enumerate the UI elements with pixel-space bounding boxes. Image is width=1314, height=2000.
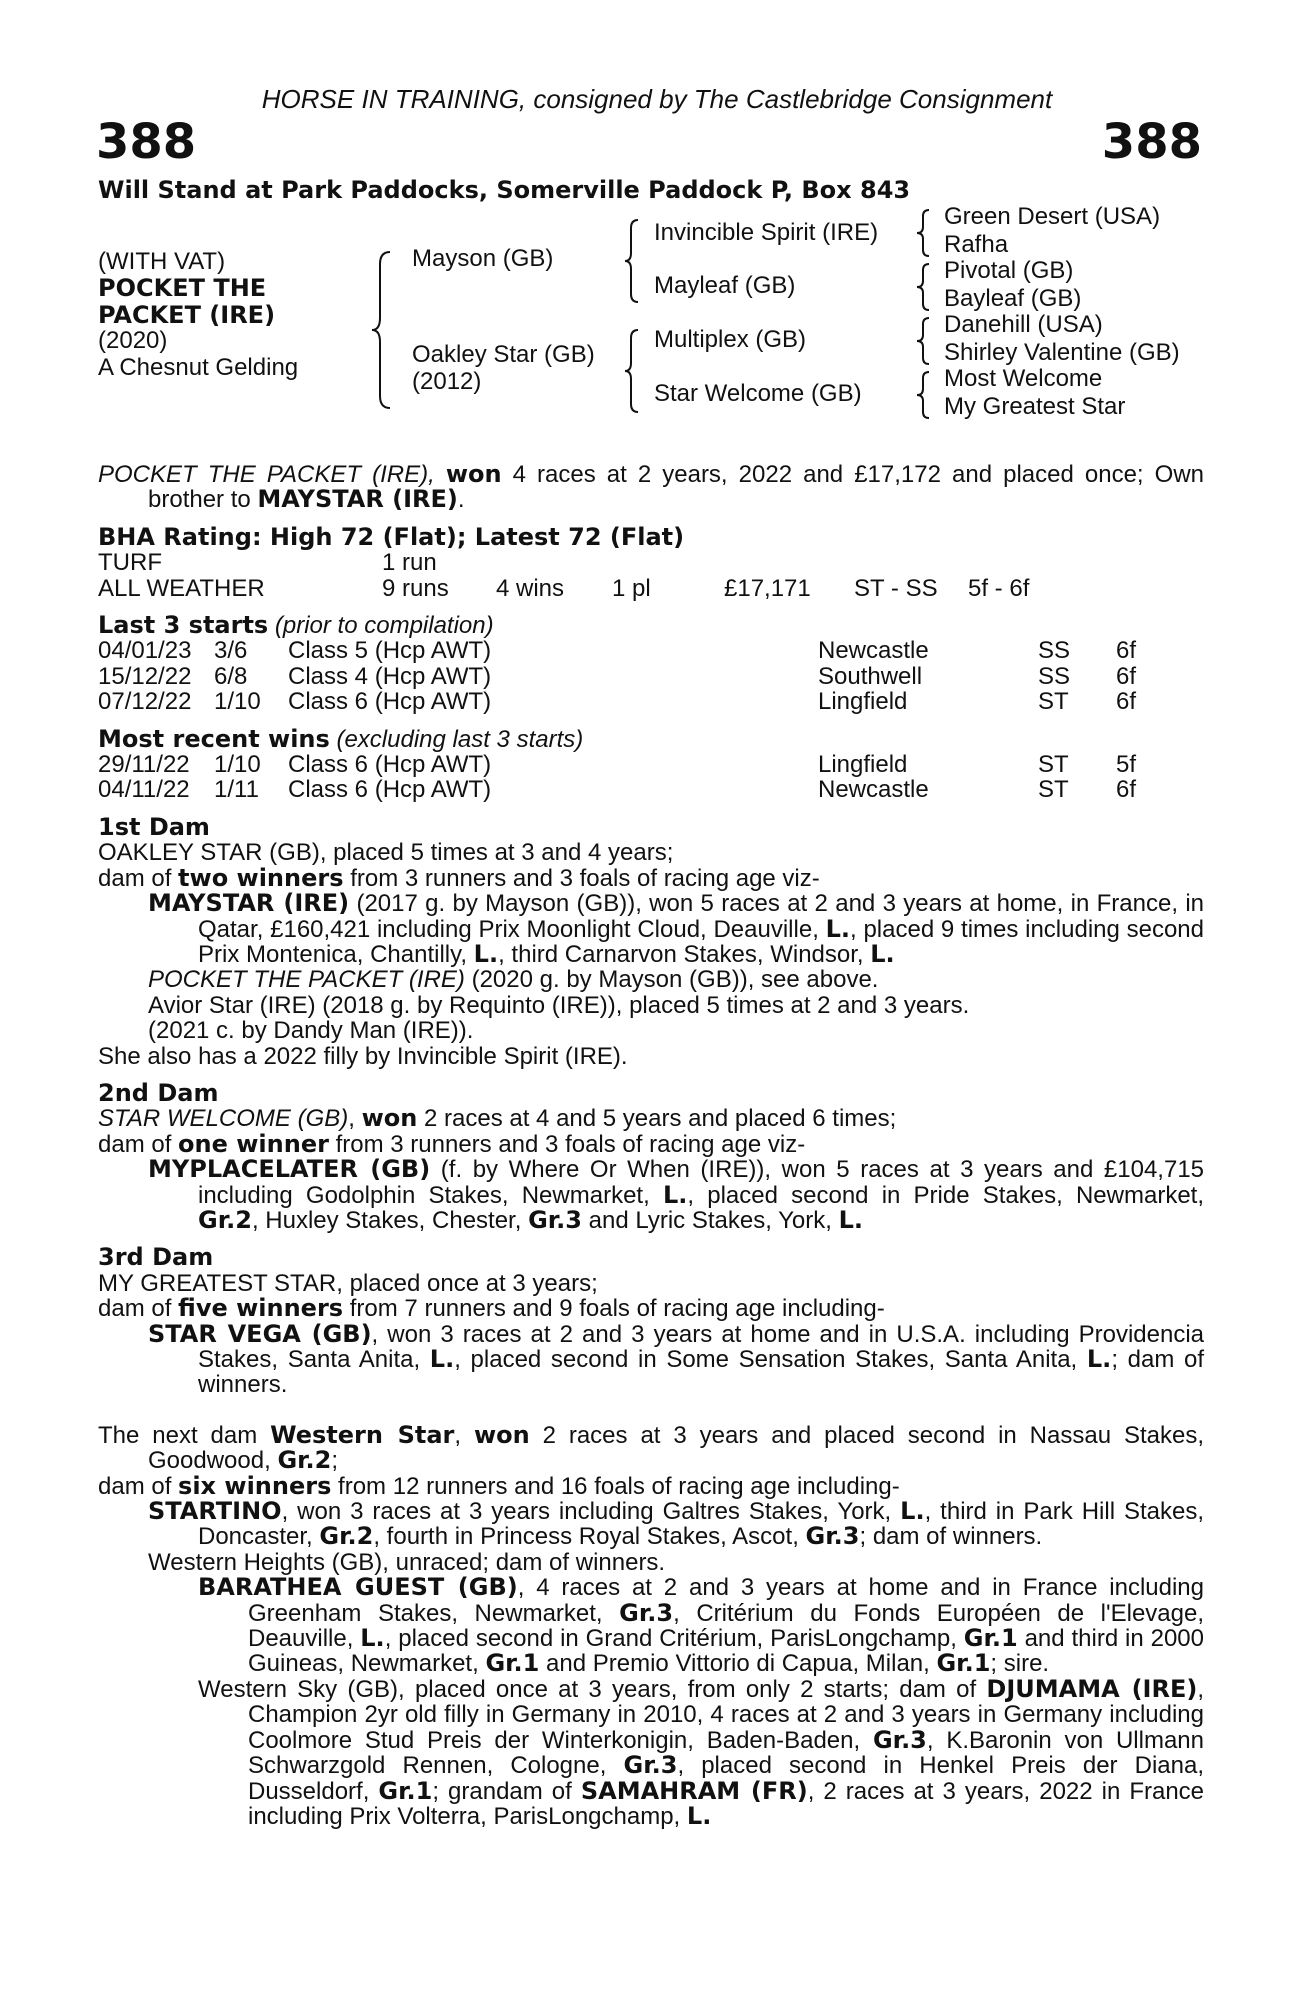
pedigree-ds-dam: Shirley Valentine (GB) (944, 339, 1180, 366)
rating-title: BHA Rating: High 72 (Flat); Latest 72 (Flat) (98, 522, 685, 551)
listed-mark: L. (662, 1180, 688, 1209)
dam1-line2c: from 3 runners and 3 foals of racing age viz- (350, 864, 820, 892)
dam1-line2 (98, 863, 1204, 892)
recent-going: ST (1038, 751, 1069, 779)
progeny-name: SAMAHRAM (FR) (580, 1776, 808, 1805)
progeny-text: , Huxley Stakes, Chester, (251, 1206, 522, 1234)
dam1-line2a: dam of (98, 864, 172, 892)
group-mark: Gr.1 (378, 1776, 433, 1805)
pedigree-dd-dam: My Greatest Star (944, 393, 1126, 420)
pedigree-brace-ds (915, 316, 933, 366)
progeny-name: STAR VEGA (GB) (148, 1319, 372, 1348)
dam2-line2c: from 3 runners and 3 foals of racing age viz- (335, 1130, 806, 1158)
rating-row (98, 576, 1204, 601)
last3-position: 3/6 (214, 637, 248, 665)
dam3-progeny-1 (98, 1319, 1205, 1399)
rating-prize (724, 550, 854, 575)
recent-date: 29/11/22 (98, 751, 190, 779)
progeny-text: , third Carnarvon Stakes, Windsor, (498, 940, 864, 968)
group-mark: Gr.1 (963, 1624, 1018, 1653)
pedigree-brace-main (370, 250, 394, 410)
dam2-line1-text: 2 races at 4 and 5 years and placed 6 times; (424, 1105, 897, 1133)
pedigree-sire-dam: Mayleaf (GB) (654, 272, 796, 299)
rating-wins: 4 wins (496, 574, 565, 602)
horse-year: (2020) (98, 327, 168, 354)
pedigree-sire-sire: Invincible Spirit (IRE) (654, 219, 879, 246)
recent-row (98, 752, 1204, 777)
recent-course: Newcastle (818, 776, 929, 804)
last3-row (98, 689, 1204, 714)
next-dam-intro: The next dam (98, 1421, 258, 1449)
dam2-line2 (98, 1129, 1204, 1158)
next-dam-line2 (98, 1471, 1204, 1500)
last3-course: Lingfield (818, 688, 908, 716)
recent-title: Most recent wins (98, 724, 330, 753)
progeny-text: , placed second in Grand Critérium, ParisLongchamp, (384, 1625, 957, 1653)
progeny-name: DJUMAMA (IRE) (986, 1674, 1198, 1703)
summary (98, 462, 1204, 513)
rating-going: ST - SS (854, 574, 938, 602)
pedigree-sd-dam: Bayleaf (GB) (944, 285, 1082, 312)
dam3-line1: MY GREATEST STAR, placed once at 3 years; (98, 1269, 598, 1297)
pedigree-dam: Oakley Star (GB) (412, 341, 595, 368)
horse-name-line1: POCKET THE (98, 274, 267, 302)
group-mark: Gr.3 (805, 1522, 860, 1551)
progeny-text: , placed second in Pride Stakes, Newmarket, (687, 1181, 1205, 1209)
last3-row (98, 664, 1204, 689)
progeny-text: , won 3 races at 3 years including Galtres Stakes, York, (281, 1498, 892, 1526)
progeny-text: (f. by Where Or When (IRE)), won 5 races at 3 years and £104,715 including Godolphin Stakes, Newmarket, (198, 1156, 1205, 1209)
last3-race: Class 4 (Hcp AWT) (288, 662, 492, 690)
dam3-title: 3rd Dam (98, 1243, 214, 1272)
pedigree-sire: Mayson (GB) (412, 245, 554, 272)
next-dam-semicolon: ; (331, 1447, 339, 1475)
lot-number-right: 388 (1101, 114, 1202, 170)
horse-description: A Chesnut Gelding (98, 354, 299, 381)
group-mark: Gr.2 (198, 1205, 252, 1234)
dam1-progeny-4: (2021 c. by Dandy Man (IRE)). (148, 1017, 474, 1045)
last3-date: 04/01/23 (98, 637, 192, 665)
next-dam-text: 2 races at 3 years and placed second in Nassau Stakes, Goodwood, (148, 1421, 1204, 1475)
next-progeny-western-heights: Western Heights (GB), unraced; dam of winners. (148, 1548, 666, 1576)
recent-subtitle: (excluding last 3 starts) (336, 725, 584, 753)
dam1-progeny-3: Avior Star (IRE) (2018 g. by Requinto (IRE)), placed 5 times at 2 and 3 years. (148, 991, 970, 1019)
summary-brother: MAYSTAR (IRE) (257, 485, 458, 514)
pedigree-dam-year: (2012) (412, 368, 482, 395)
pedigree-sd-sire: Pivotal (GB) (944, 257, 1074, 284)
progeny-text: and Lyric Stakes, York, (588, 1206, 832, 1234)
progeny-name: MYPLACELATER (GB) (148, 1155, 431, 1184)
rating-row (98, 550, 1204, 575)
vat-note: (WITH VAT) (98, 248, 226, 275)
recent-table (98, 752, 1204, 803)
last3-distance: 6f (1116, 662, 1137, 690)
listed-mark: L. (686, 1801, 712, 1830)
progeny-text: , 4 races at 2 and 3 years at home and in France including Greenham Stakes, Newmarket, (248, 1574, 1204, 1627)
recent-course: Lingfield (818, 751, 908, 779)
group-mark: Gr.3 (872, 1725, 927, 1754)
group-mark: Gr.2 (277, 1446, 332, 1475)
lot-number-left: 388 (96, 114, 197, 170)
rating-distance: 5f - 6f (968, 574, 1030, 602)
last3-subtitle: (prior to compilation) (274, 612, 494, 640)
pedigree-dd-sire: Most Welcome (944, 365, 1103, 392)
summary-horse-name: POCKET THE PACKET (IRE), (98, 461, 435, 488)
last3-going: SS (1038, 637, 1071, 665)
next-dam: The next dam Western Star, won 2 races at 3 years and placed second in Nassau Stakes, Goodwood, Gr.2; (98, 1420, 1204, 1475)
pedigree-ss-sire: Green Desert (USA) (944, 203, 1161, 230)
stand-location: Will Stand at Park Paddocks, Somerville Paddock P, Box 843 (98, 176, 911, 204)
pedigree-ds-sire: Danehill (USA) (944, 311, 1103, 338)
progeny-text: ; dam of winners. (198, 1346, 1205, 1399)
progeny-text: (2017 g. by Mayson (GB)), won 5 races at 2 and 3 years at home, in France, in Qatar, £160,421 including Prix Moonlight Cloud, Deauville, (198, 890, 1204, 943)
pedigree-brace-sire (623, 218, 641, 304)
listed-mark: L. (838, 1205, 864, 1234)
rating-runs: 9 runs (382, 574, 449, 602)
last3-row (98, 638, 1204, 663)
progeny-text: ; sire. (990, 1650, 1050, 1678)
dam2-winners: one winner (178, 1129, 329, 1158)
rating-table (98, 550, 1204, 601)
page-header: HORSE IN TRAINING, consigned by The Castlebridge Consignment (261, 84, 1053, 114)
progeny-text: , won 3 races at 2 and 3 years at home and in U.S.A. including Providencia Stakes, Santa Anita, (198, 1320, 1205, 1373)
last3-position: 6/8 (214, 662, 248, 690)
progeny-text: , third in Park Hill Stakes, Doncaster, (198, 1498, 1205, 1551)
rating-surface: TURF (98, 549, 162, 577)
catalogue-body (98, 462, 1204, 1829)
next-dam-name: Western Star (270, 1420, 455, 1449)
recent-position: 1/11 (214, 776, 259, 804)
progeny-text: and Premio Vittorio di Capua, Milan, (546, 1650, 930, 1678)
pedigree-brace-dam (623, 328, 641, 414)
dam1-title: 1st Dam (98, 812, 210, 841)
listed-mark: L. (473, 939, 499, 968)
last3-going: SS (1038, 662, 1071, 690)
last3-table (98, 638, 1204, 714)
recent-position: 1/10 (214, 751, 261, 779)
progeny-name: BARATHEA GUEST (GB) (198, 1573, 518, 1602)
last3-heading (98, 613, 1204, 638)
pedigree-dam-sire: Multiplex (GB) (654, 326, 807, 353)
next-progeny-barathea-guest (98, 1575, 1204, 1677)
pedigree-brace-sd (915, 262, 933, 312)
dam1-progeny-2 (98, 967, 1204, 992)
summary-end: . (457, 486, 465, 514)
next-progeny-western-sky (98, 1674, 1205, 1830)
rating-placed (612, 550, 724, 575)
dam2-line1: STAR WELCOME (GB), won 2 races at 4 and 5 years and placed 6 times; (98, 1104, 897, 1133)
progeny-name: POCKET THE PACKET (IRE) (148, 966, 465, 994)
rating-wins (496, 550, 612, 575)
rating-surface: ALL WEATHER (98, 574, 265, 602)
rating-placed: 1 pl (612, 574, 651, 602)
progeny-text: , placed second in Henkel Preis der Diana, Dusseldorf, (248, 1752, 1204, 1805)
dam2-line2a: dam of (98, 1130, 172, 1158)
listed-mark: L. (429, 1345, 455, 1373)
dam3-line2c: from 7 runners and 9 foals of racing age including- (349, 1295, 885, 1323)
listed-mark: L. (900, 1497, 925, 1526)
rating-distance (968, 550, 1058, 575)
progeny-text: ; grandam of (432, 1777, 572, 1805)
rating-prize: £17,171 (724, 574, 811, 602)
recent-date: 04/11/22 (98, 776, 190, 804)
next-winners: six winners (178, 1471, 332, 1500)
summary-text: 4 races at 2 years, 2022 and £17,172 and placed once; Own brother to (148, 461, 1204, 514)
recent-distance: 5f (1116, 751, 1137, 779)
dam3-line2a: dam of (98, 1295, 172, 1323)
dam1-winners: two winners (178, 863, 344, 892)
dam1-progeny-1 (98, 891, 1204, 967)
dam2-progeny-1 (98, 1157, 1204, 1233)
group-mark: Gr.3 (528, 1205, 582, 1234)
next-progeny-startino (98, 1499, 1204, 1550)
recent-row (98, 777, 1204, 802)
last3-title: Last 3 starts (98, 611, 269, 640)
dam2-title: 2nd Dam (98, 1078, 219, 1107)
pedigree-dam-dam: Star Welcome (GB) (654, 380, 862, 407)
last3-race: Class 5 (Hcp AWT) (288, 637, 492, 665)
progeny-text: Western Sky (GB), placed once at 3 years, from only 2 starts; dam of (198, 1675, 977, 1703)
last3-date: 15/12/22 (98, 662, 192, 690)
progeny-text: ; dam of winners. (859, 1523, 1043, 1551)
dam2-name: STAR WELCOME (GB) (98, 1105, 349, 1133)
recent-distance: 6f (1116, 776, 1137, 804)
group-mark: Gr.1 (485, 1649, 540, 1678)
next-line2c: from 12 runners and 16 foals of racing age including- (338, 1472, 900, 1500)
progeny-text: and third in 2000 Guineas, Newmarket, (248, 1625, 1204, 1678)
dam3-line2 (98, 1296, 1204, 1321)
last3-course: Southwell (818, 662, 923, 690)
group-mark: Gr.2 (319, 1522, 374, 1551)
pedigree-ss-dam: Rafha (944, 231, 1009, 258)
progeny-text: , placed second in Some Sensation Stakes, Santa Anita, (454, 1346, 1078, 1373)
progeny-text: (2020 g. by Mayson (GB)), see above. (471, 966, 879, 994)
last3-distance: 6f (1116, 637, 1137, 665)
dam2-won: won (361, 1104, 418, 1133)
rating-runs: 1 run (382, 549, 437, 577)
pedigree-brace-dd (915, 370, 933, 420)
listed-mark: L. (1086, 1345, 1112, 1373)
group-mark: Gr.3 (623, 1751, 678, 1780)
rating-going (854, 550, 968, 575)
pedigree-brace-ss (915, 208, 933, 258)
progeny-text: , 2 races at 3 years, 2022 in France including Prix Volterra, ParisLongchamp, (248, 1777, 1205, 1830)
horse-name-line2: PACKET (IRE) (98, 301, 276, 329)
last3-position: 1/10 (214, 688, 261, 716)
dam1-line1: OAKLEY STAR (GB), placed 5 times at 3 and 4 years; (98, 839, 674, 867)
last3-distance: 6f (1116, 688, 1137, 716)
last3-date: 07/12/22 (98, 688, 192, 716)
dam3-winners: five winners (178, 1294, 344, 1323)
recent-going: ST (1038, 776, 1069, 804)
next-line2a: dam of (98, 1472, 172, 1500)
recent-race: Class 6 (Hcp AWT) (288, 776, 492, 804)
progeny-text: , placed 9 times including second Prix Montenica, Chantilly, (198, 915, 1204, 968)
dam1-note: She also has a 2022 filly by Invincible Spirit (IRE). (98, 1042, 628, 1070)
last3-going: ST (1038, 688, 1069, 716)
listed-mark: L. (825, 914, 851, 943)
progeny-name: MAYSTAR (IRE) (148, 889, 350, 918)
recent-race: Class 6 (Hcp AWT) (288, 751, 492, 779)
group-mark: Gr.1 (936, 1649, 991, 1678)
listed-mark: L. (870, 939, 895, 968)
progeny-text: , fourth in Princess Royal Stakes, Ascot, (373, 1523, 799, 1551)
progeny-text: , Champion 2yr old filly in Germany in 2010, 4 races at 2 and 3 years in Germany including Coolmore Stud Preis der Winterkonigin, Baden-Baden, (248, 1675, 1204, 1754)
progeny-name: STARTINO (148, 1497, 282, 1526)
progeny-text: , K.Baronin von Ullmann Schwarzgold Rennen, Cologne, (248, 1726, 1205, 1780)
group-mark: Gr.3 (619, 1598, 674, 1627)
listed-mark: L. (360, 1624, 385, 1653)
last3-course: Newcastle (818, 637, 929, 665)
next-dam-won: won (473, 1420, 530, 1449)
last3-race: Class 6 (Hcp AWT) (288, 688, 492, 716)
recent-heading (98, 724, 1204, 753)
progeny-text: , Critérium du Fonds Européen de l'Elevage, Deauville, (248, 1599, 1204, 1653)
summary-won: won (445, 460, 502, 488)
